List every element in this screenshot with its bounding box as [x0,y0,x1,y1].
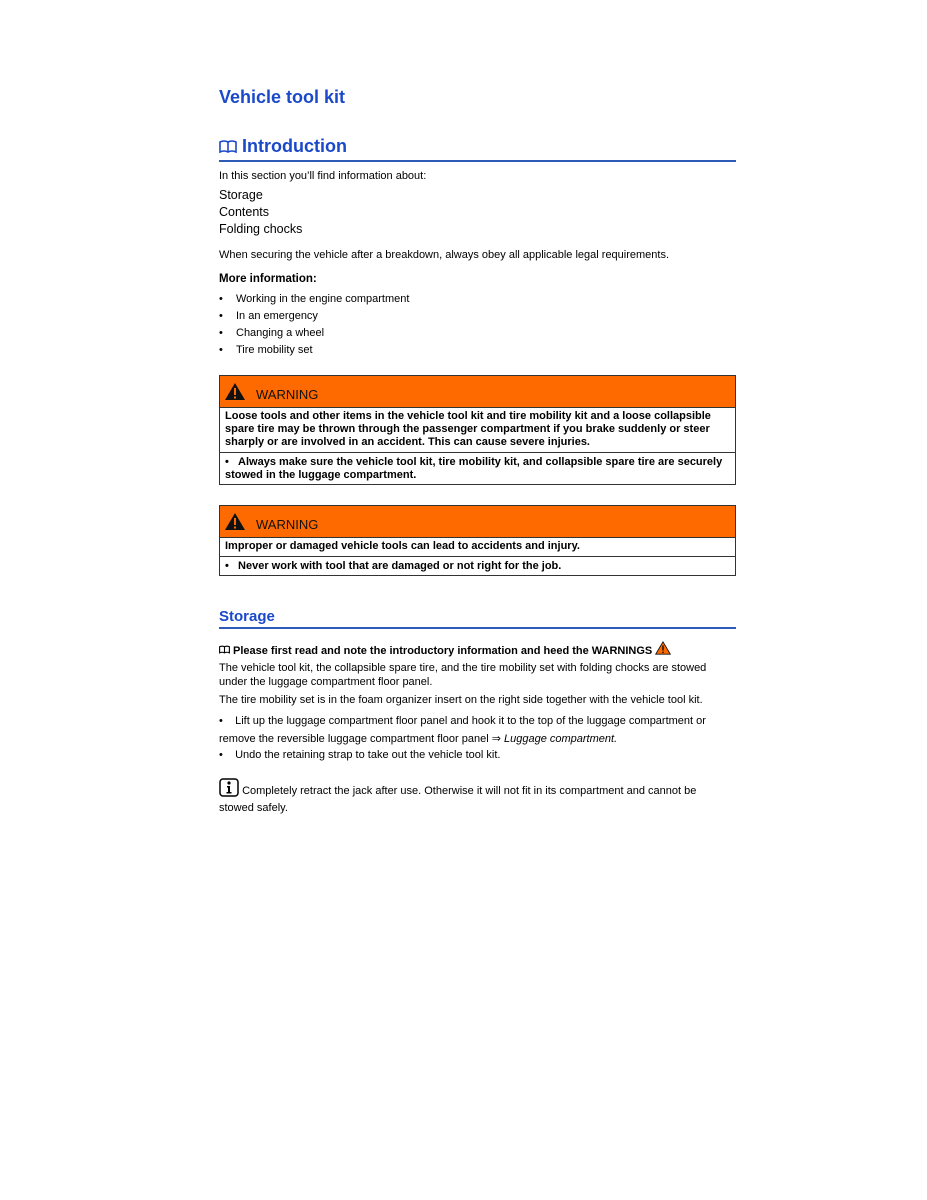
info-note [219,778,724,815]
warning-header [220,376,735,408]
warning-label: WARNING [256,517,319,532]
legal-note: When securing the vehicle after a breakdown, always obey all applicable legal requirements. [219,249,670,261]
book-icon [219,644,230,658]
storage-para-1: The vehicle tool kit, the collapsible spare tire, and the tire mobility set with folding chocks are stowed under the luggage compartment floor panel. [219,662,707,688]
warning-box-damaged-tools [219,505,736,576]
warning-triangle-icon [224,382,246,401]
topic-contents: Contents [219,205,270,219]
list-item: • Tire mobility set [219,342,409,359]
warning-text: Improper or damaged vehicle tools can lead to accidents and injury. [225,540,580,552]
storage-step-1: • Lift up the luggage compartment floor panel and hook it to the top of the luggage compartment or remove the reversible luggage compartment floor panel ⇒ Luggage compartment. [219,715,706,745]
warning-text: Loose tools and other items in the vehicle tool kit and tire mobility kit and a loose collapsible spare tire may be thrown through the passenger compartment if you brake suddenly or steer sharply or are involved in an accident. This can cause severe injuries. [225,410,711,448]
read-note-text: Please first read and note the introductory information and heed the WARNINGS [233,645,653,657]
storage-step-2: • Undo the retaining strap to take out the vehicle tool kit. [219,749,501,761]
list-item: • Changing a wheel [219,325,409,342]
warning-action: • Never work with tool that are damaged or not right for the job. [220,556,735,573]
topic-storage: Storage [219,188,263,202]
list-item: • Working in the engine compartment [219,291,409,308]
warning-triangle-icon [655,641,671,655]
storage-para-2: The tire mobility set is in the foam organizer insert on the right side together with the vehicle tool kit. [219,694,703,706]
list-item: • In an emergency [219,308,409,325]
more-info-list [219,291,409,359]
step-1-line-a: Lift up the luggage compartment floor panel and hook it to the top of the luggage compartment or [235,715,706,727]
warning-header [220,506,735,538]
warning-body [220,538,735,575]
warning-action: • Always make sure the vehicle tool kit, tire mobility kit, and collapsible spare tire are securely stowed in the luggage compartment. [220,452,735,482]
info-icon [219,778,239,801]
luggage-compartment-link[interactable]: Luggage compartment. [504,733,618,745]
read-note [219,641,736,658]
storage-heading: Storage [219,608,736,629]
introduction-heading-text: Introduction [242,136,347,156]
warning-box-loose-tools [219,375,736,485]
info-note-text: Completely retract the jack after use. Otherwise it will not fit in its compartment and cannot be stowed safely. [219,785,697,814]
step-1-line-b: remove the reversible luggage compartment floor panel [219,733,489,745]
intro-lead: In this section you’ll find information about: [219,170,427,182]
introduction-heading [219,136,736,162]
book-icon [219,137,237,158]
more-info-label: More information: [219,273,317,285]
warning-action-text: Never work with tool that are damaged or not right for the job. [238,560,562,572]
warning-label: WARNING [256,387,319,402]
warning-triangle-icon [224,512,246,531]
warning-action-text: Always make sure the vehicle tool kit, tire mobility kit, and collapsible spare tire are securely stowed in the luggage compartment. [225,456,723,481]
topic-folding-chocks: Folding chocks [219,222,303,236]
page-title: Vehicle tool kit [219,87,346,107]
step-2-text: Undo the retaining strap to take out the vehicle tool kit. [235,749,501,761]
warning-body [220,408,735,484]
reference-arrow: ⇒ [491,733,501,745]
